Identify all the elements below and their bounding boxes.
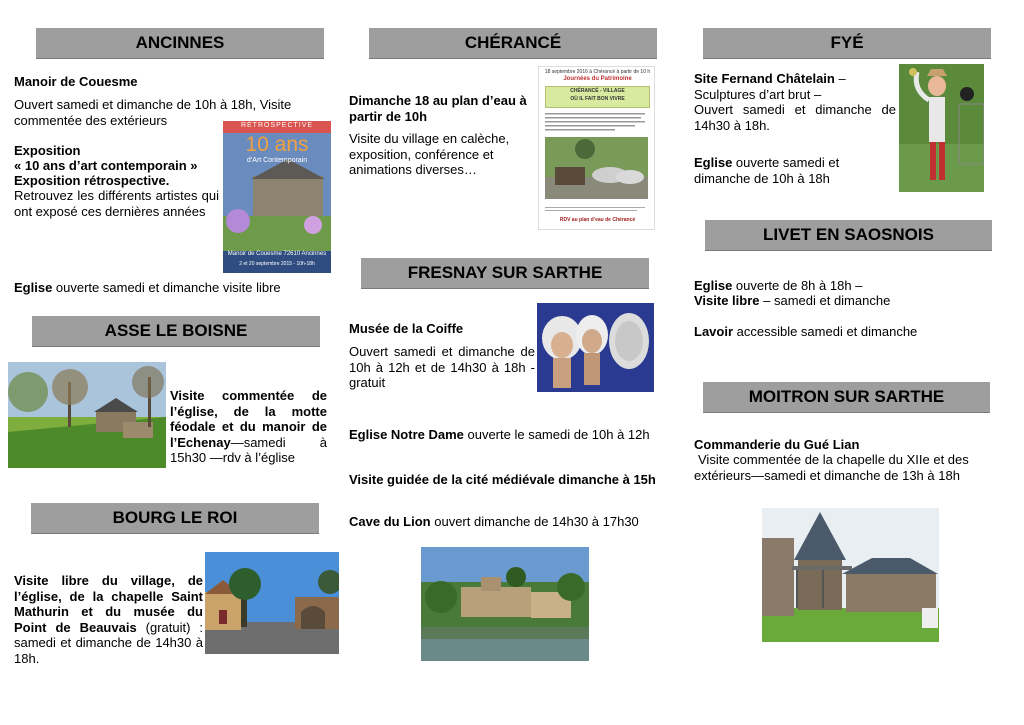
expo-title-1: Exposition <box>14 143 81 158</box>
photo-asse-village <box>8 362 166 468</box>
livet-lavoir <box>694 324 994 340</box>
poster-line-1: 18 septembre 2016 à Chérancé à partir de 10 h <box>544 69 651 75</box>
poster-big-text: 10 ans <box>245 133 309 156</box>
site-line-3: Ouvert samedi et dimanche de 14h30 à 18h. <box>694 102 896 133</box>
bourg-visit <box>14 573 203 666</box>
cherance-event-title: Dimanche 18 au plan d’eau à partir de 10h <box>349 93 527 124</box>
heading-asse-le-boisne: ASSE LE BOISNE <box>32 316 320 346</box>
fye-eglise-text: ouverte samedi et dimanche de 10h à 18h <box>694 155 840 186</box>
livet-visite-label: Visite libre <box>694 293 760 308</box>
expo-title-3: Exposition rétrospective. <box>14 173 170 188</box>
heading-livet-en-saosnois: LIVET EN SAOSNOIS <box>705 220 992 250</box>
poster-box-2: OÙ IL FAIT BON VIVRE <box>570 96 625 102</box>
bourg-visit-text: (gratuit) : samedi et dimanche de 14h30 à 18h. <box>14 619 204 666</box>
livet-eglise-label: Eglise <box>694 278 733 293</box>
eglise-text: ouverte samedi et dimanche visite libre <box>52 280 281 295</box>
photo-commanderie <box>762 508 939 642</box>
heading-cherance: CHÉRANCÉ <box>369 28 657 58</box>
livet-visite <box>694 293 994 309</box>
poster-footer-1: Manoir de Couesme 72610 Ancinnes <box>227 251 327 257</box>
livet-eglise-text: ouverte de 8h à 18h – <box>732 278 863 293</box>
bourg-visit-title: Visite libre du village, de l’église, de la chapelle Saint Mathurin et du musée du Point de Beauvais <box>14 573 203 635</box>
poster-rdv: RDV au plan d’eau de Chérancé <box>559 217 636 223</box>
poster-footer-2: 2 et 20 septembre 2015 - 10h-18h <box>239 261 315 267</box>
poster-text-block <box>545 111 648 133</box>
expo-text: Retrouvez les différents artistes qui ont exposé ces dernières années <box>14 188 219 219</box>
musee-hours: Ouvert samedi et dimanche de 10h à 12h et de 14h30 à 18h - gratuit <box>349 344 535 390</box>
fye-eglise <box>694 155 889 186</box>
site-line-1: – <box>834 71 846 86</box>
commanderie-text: Visite commentée de la chapelle du XIIe et des extérieurs—samedi et dimanche de 13h à 18h <box>694 452 969 483</box>
eglise-label: Eglise <box>14 280 53 295</box>
visite-guidee: Visite guidée de la cité médiévale dimanche à 15h <box>349 472 656 487</box>
poster-sub-text: d’Art Contemporain <box>246 157 308 164</box>
heading-ancinnes: ANCINNES <box>36 28 324 58</box>
fye-eglise-label: Eglise <box>694 155 733 170</box>
cave-label: Cave du Lion <box>349 514 431 529</box>
fresnay-eglise <box>349 427 669 443</box>
photo-bourg-le-roi <box>205 552 339 654</box>
cave-du-lion <box>349 514 669 530</box>
site-line-2: Sculptures d’art brut – <box>694 86 822 102</box>
commanderie-title: Commanderie du Gué Lian <box>694 437 860 452</box>
heading-fresnay-sur-sarthe: FRESNAY SUR SARTHE <box>361 258 649 288</box>
ancinnes-eglise <box>14 280 324 296</box>
poster-journees-patrimoine <box>538 66 655 230</box>
photo-coiffes <box>537 303 654 392</box>
eglise-nd-label: Eglise Notre Dame <box>349 427 464 442</box>
photo-sculpture-art-brut <box>899 64 984 192</box>
poster-line-2: Journées du Patrimoine <box>563 76 632 82</box>
poster-box-1: CHÉRANCÉ - VILLAGE <box>570 88 625 94</box>
expo-title-2: « 10 ans d’art contemporain » <box>14 158 198 173</box>
lavoir-label: Lavoir <box>694 324 734 339</box>
asse-visit-title: Visite commentée de l’église, de la motte féodale et du manoir de l’Echenay <box>170 388 327 450</box>
lavoir-text: accessible samedi et dimanche <box>733 324 918 339</box>
livet-eglise <box>694 278 994 294</box>
asse-visit <box>170 388 327 466</box>
fye-site <box>694 71 896 133</box>
heading-moitron-sur-sarthe: MOITRON SUR SARTHE <box>703 382 990 412</box>
asse-visit-text: —samedi à 15h30 —rdv à l’église <box>170 434 327 465</box>
manoir-title: Manoir de Couesme <box>14 74 138 89</box>
photo-fresnay-cite <box>421 547 589 661</box>
livet-visite-text: – samedi et dimanche <box>759 293 891 308</box>
poster-retrospective <box>223 121 331 273</box>
musee-title: Musée de la Coiffe <box>349 321 464 336</box>
cherance-event-text: Visite du village en calèche, exposition, conférence et animations diverses… <box>349 131 510 177</box>
heading-fye: FYÉ <box>703 28 991 58</box>
site-fernand-label: Site Fernand Châtelain <box>694 71 835 86</box>
heading-bourg-le-roi: BOURG LE ROI <box>31 503 319 533</box>
poster-small-text <box>545 205 648 215</box>
poster-top-text: RÉTROSPECTIVE <box>240 122 314 129</box>
cave-text: ouvert dimanche de 14h30 à 17h30 <box>430 514 639 529</box>
manoir-hours: Ouvert samedi et dimanche de 10h à 18h, Visite commentée des extérieurs <box>14 97 292 128</box>
poster-photo-caleche <box>545 137 648 199</box>
eglise-nd-text: ouverte le samedi de 10h à 12h <box>463 427 650 442</box>
